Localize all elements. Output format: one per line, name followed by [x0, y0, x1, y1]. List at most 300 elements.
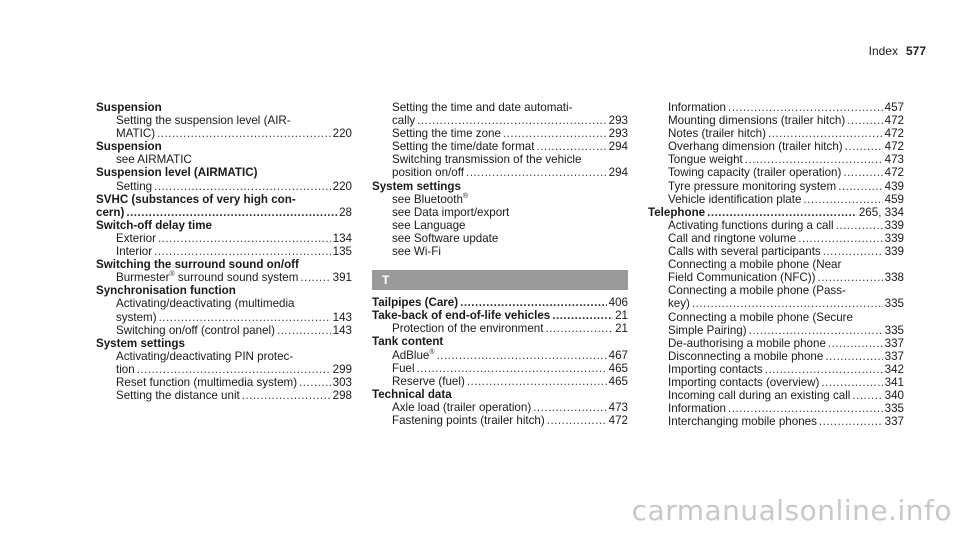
index-subentry — [372, 193, 628, 206]
page-ref[interactable]: 341 — [884, 375, 904, 389]
index-subentry — [372, 245, 628, 258]
entry-label: Importing contacts — [668, 362, 763, 376]
entry-label: Setting the distance unit — [116, 389, 240, 403]
entry-label: Setting the time/date format — [392, 140, 535, 154]
dot-leader — [547, 414, 607, 427]
dot-leader — [749, 324, 883, 337]
entry-text — [668, 140, 843, 153]
page-ref[interactable]: 135 — [332, 245, 352, 259]
index-subentry[interactable] — [648, 402, 904, 415]
index-label: Index — [868, 44, 898, 58]
entry-text — [372, 309, 550, 322]
entry-text — [116, 324, 275, 337]
dot-leader — [818, 271, 883, 284]
page-ref[interactable]: 21 — [615, 322, 628, 336]
entry-text — [116, 232, 156, 245]
entry-label: Setting the suspension level (AIR- — [116, 114, 291, 128]
entry-text — [392, 153, 581, 166]
index-subentry — [372, 153, 628, 166]
page-ref[interactable]: 406 — [608, 296, 628, 310]
page-ref[interactable]: 134 — [332, 231, 352, 245]
entry-text — [392, 127, 501, 140]
dot-leader — [692, 297, 883, 310]
index-subentry[interactable] — [648, 271, 904, 284]
entry-text — [392, 219, 466, 232]
entry-text — [668, 101, 726, 114]
index-subentry[interactable] — [96, 180, 352, 193]
dot-leader — [154, 245, 331, 258]
index-subentry — [96, 153, 352, 166]
index-subentry[interactable] — [648, 153, 904, 166]
entry-label: Telephone — [648, 205, 706, 219]
dot-leader — [728, 101, 883, 114]
entry-text — [668, 271, 816, 284]
page-ref[interactable]: 294 — [608, 140, 628, 154]
entry-label: Synchronisation function — [96, 284, 236, 298]
index-subentry[interactable] — [648, 193, 904, 206]
dot-leader — [503, 127, 607, 140]
index-column-3 — [648, 101, 904, 428]
dot-leader — [828, 337, 883, 350]
entry-label: Fastening points (trailer hitch) — [392, 413, 545, 427]
index-subentry[interactable] — [648, 114, 904, 127]
entry-text — [392, 245, 441, 258]
page-ref[interactable]: 465 — [608, 361, 628, 375]
dot-leader — [299, 376, 331, 389]
dot-leader — [467, 375, 607, 388]
entry-label: Simple Pairing) — [668, 323, 747, 337]
index-heading[interactable] — [96, 206, 352, 219]
entry-text — [668, 180, 836, 193]
entry-label: Information — [668, 402, 726, 416]
entry-label: tion — [116, 362, 135, 376]
page-ref[interactable]: 472 — [884, 114, 904, 128]
index-subentry[interactable] — [372, 166, 628, 179]
index-heading — [96, 284, 352, 297]
dot-leader — [466, 166, 607, 179]
dot-leader — [838, 180, 882, 193]
dot-leader — [768, 127, 883, 140]
page-ref[interactable]: 143 — [332, 310, 352, 324]
section-letter: T — [372, 270, 628, 290]
page-ref[interactable]: 293 — [608, 114, 628, 128]
entry-text — [668, 153, 743, 166]
entry-label: System settings — [96, 336, 185, 350]
index-heading — [372, 335, 628, 348]
page-ref[interactable]: 337 — [884, 415, 904, 429]
index-subentry[interactable] — [96, 363, 352, 376]
index-subentry[interactable] — [372, 322, 628, 335]
index-subentry — [96, 114, 352, 127]
index-subentry — [372, 219, 628, 232]
entry-label: see Wi-Fi — [392, 245, 441, 259]
entry-text — [116, 153, 192, 166]
index-subentry — [372, 232, 628, 245]
entry-text — [116, 114, 291, 127]
entry-label: System settings — [372, 179, 461, 193]
entry-label: Connecting a mobile phone (Near — [668, 258, 842, 272]
dot-leader — [843, 166, 882, 179]
entry-text — [392, 101, 572, 114]
index-heading — [372, 388, 628, 401]
page-ref[interactable]: 299 — [332, 362, 352, 376]
entry-text — [668, 297, 690, 310]
page-ref[interactable]: 472 — [884, 140, 904, 154]
index-subentry[interactable] — [372, 114, 628, 127]
entry-label: Protection of the environment — [392, 322, 544, 336]
entry-label: Switching transmission of the vehicle — [392, 153, 582, 167]
entry-label: Setting the time zone — [392, 127, 501, 141]
entry-label: AdBlue — [392, 348, 430, 362]
entry-text — [96, 206, 124, 219]
entry-text — [116, 311, 157, 324]
entry-text — [668, 337, 826, 350]
entry-text — [668, 193, 801, 206]
entry-text — [372, 296, 458, 309]
registered-mark: ® — [169, 271, 175, 279]
dot-leader — [300, 271, 330, 284]
index-subentry[interactable] — [648, 389, 904, 402]
page-ref[interactable]: 459 — [884, 192, 904, 206]
index-subentry — [96, 350, 352, 363]
page-ref[interactable]: 220 — [332, 179, 352, 193]
index-subentry[interactable] — [96, 376, 352, 389]
index-subentry[interactable] — [648, 127, 904, 140]
index-subentry[interactable] — [648, 337, 904, 350]
entry-label: Interchanging mobile phones — [668, 415, 817, 429]
index-subentry[interactable] — [372, 401, 628, 414]
index-heading — [96, 258, 352, 271]
entry-text — [668, 232, 796, 245]
page-ref[interactable]: 457 — [884, 101, 904, 114]
dot-leader — [137, 363, 331, 376]
dot-leader — [825, 350, 882, 363]
index-subentry[interactable] — [96, 245, 352, 258]
entry-text — [96, 101, 162, 114]
index-subentry[interactable] — [96, 389, 352, 402]
index-heading — [96, 193, 352, 206]
entry-label: see Data import/export — [392, 205, 510, 219]
entry-text — [668, 284, 846, 297]
entry-text — [668, 350, 823, 363]
page-ref[interactable]: 21 — [615, 309, 628, 323]
entry-label: Setting the time and date automati- — [392, 101, 573, 114]
page-ref[interactable]: 339 — [884, 218, 904, 232]
index-subentry[interactable] — [372, 140, 628, 153]
entry-label: Exterior — [116, 231, 156, 245]
entry-label: cern) — [96, 205, 125, 219]
entry-text — [116, 127, 155, 140]
dot-leader — [803, 193, 882, 206]
index-column-2 — [372, 101, 628, 427]
entry-text — [392, 362, 415, 375]
dot-leader — [552, 309, 613, 322]
entry-text — [372, 388, 452, 401]
registered-mark: ® — [429, 348, 435, 356]
dot-leader — [821, 376, 882, 389]
index-subentry[interactable] — [648, 166, 904, 179]
page-ref[interactable]: 337 — [884, 336, 904, 350]
entry-text — [372, 180, 461, 193]
page-ref[interactable]: 339 — [884, 245, 904, 259]
index-subentry[interactable] — [372, 362, 628, 375]
dot-leader — [277, 324, 331, 337]
dot-leader — [159, 311, 331, 324]
index-heading — [372, 180, 628, 193]
entry-text — [392, 114, 415, 127]
entry-text — [116, 389, 240, 402]
index-subentry — [372, 101, 628, 114]
entry-label: Activating functions during a call — [668, 218, 834, 232]
index-heading — [96, 140, 352, 153]
index-subentry[interactable] — [648, 101, 904, 114]
index-subentry[interactable] — [372, 375, 628, 388]
page-ref[interactable]: 265, 334 — [858, 205, 904, 219]
entry-label: Switch-off delay time — [96, 218, 212, 232]
page-header — [869, 44, 926, 58]
index-subentry[interactable] — [96, 271, 352, 284]
index-subentry[interactable] — [648, 219, 904, 232]
index-subentry[interactable] — [96, 232, 352, 245]
dot-leader — [845, 140, 883, 153]
index-heading — [96, 101, 352, 114]
page-ref[interactable]: 340 — [884, 389, 904, 403]
entry-label: Switching on/off (control panel) — [116, 323, 275, 337]
entry-text — [392, 206, 509, 219]
index-subentry — [648, 284, 904, 297]
entry-label: Activating/deactivating (multimedia — [116, 297, 295, 311]
entry-text — [668, 127, 766, 140]
page-ref[interactable]: 467 — [608, 348, 628, 362]
entry-label: Information — [668, 101, 726, 114]
entry-text — [96, 166, 257, 179]
entry-text — [392, 232, 498, 245]
dot-leader — [765, 363, 883, 376]
page-ref[interactable]: 439 — [884, 179, 904, 193]
entry-text — [668, 389, 850, 402]
entry-label: Interior — [116, 245, 153, 259]
entry-text — [96, 219, 212, 232]
page-ref[interactable]: 472 — [608, 413, 628, 427]
index-subentry[interactable] — [96, 324, 352, 337]
dot-leader — [798, 232, 882, 245]
entry-label: MATIC) — [116, 127, 156, 141]
entry-label: SVHC (substances of very high con- — [96, 192, 296, 206]
entry-label: cally — [392, 114, 416, 128]
entry-text — [648, 206, 705, 219]
index-subentry — [96, 297, 352, 310]
page-ref[interactable]: 293 — [608, 127, 628, 141]
page-ref[interactable]: 143 — [332, 323, 352, 337]
dot-leader — [745, 153, 883, 166]
entry-text — [96, 337, 185, 350]
dot-leader — [707, 206, 857, 219]
entry-label: De-authorising a mobile phone — [668, 336, 826, 350]
entry-text — [392, 414, 545, 427]
index-subentry[interactable] — [648, 363, 904, 376]
index-subentry[interactable] — [648, 140, 904, 153]
page-ref[interactable]: 472 — [884, 127, 904, 141]
page-ref[interactable]: 294 — [608, 166, 628, 180]
entry-label: position on/off — [392, 166, 464, 180]
entry-label: Connecting a mobile phone (Pass- — [668, 284, 846, 298]
dot-leader — [823, 245, 883, 258]
page-ref[interactable]: 473 — [884, 153, 904, 167]
entry-text — [116, 245, 152, 258]
entry-text — [668, 219, 834, 232]
entry-label: Fuel — [392, 361, 415, 375]
entry-text — [668, 166, 841, 179]
page-ref[interactable]: 473 — [608, 400, 628, 414]
page-ref[interactable]: 337 — [884, 349, 904, 363]
entry-label: Reserve (fuel) — [392, 374, 465, 388]
index-heading — [96, 219, 352, 232]
dot-leader — [417, 362, 607, 375]
dot-leader — [545, 322, 613, 335]
entry-text — [96, 140, 162, 153]
entry-label-cont: surround sound system — [174, 271, 299, 285]
dot-leader — [536, 140, 606, 153]
entry-text — [392, 349, 435, 362]
index-subentry[interactable] — [372, 349, 628, 362]
dot-leader — [852, 389, 882, 402]
entry-label: Tailpipes (Care) — [372, 296, 459, 310]
index-subentry[interactable] — [648, 232, 904, 245]
index-subentry[interactable] — [372, 127, 628, 140]
index-subentry[interactable] — [648, 415, 904, 428]
entry-label: Notes (trailer hitch) — [668, 127, 766, 141]
entry-label: Tongue weight — [668, 153, 743, 167]
entry-text — [372, 335, 443, 348]
page-ref[interactable]: 335 — [884, 323, 904, 337]
dot-leader — [126, 206, 337, 219]
entry-text — [116, 376, 297, 389]
entry-label: Suspension — [96, 140, 162, 154]
index-subentry[interactable] — [96, 127, 352, 140]
registered-mark: ® — [462, 192, 469, 200]
index-subentry[interactable] — [648, 350, 904, 363]
entry-text — [668, 376, 819, 389]
entry-label: see AIRMATIC — [116, 153, 192, 167]
index-subentry[interactable] — [648, 180, 904, 193]
entry-label: Burmester — [116, 271, 170, 285]
index-heading — [96, 337, 352, 350]
page-ref[interactable]: 465 — [608, 374, 628, 388]
entry-label: Field Communication (NFC)) — [668, 271, 816, 285]
entry-text — [392, 166, 464, 179]
page-ref[interactable]: 303 — [332, 375, 352, 389]
entry-text — [392, 140, 534, 153]
entry-label: Tank content — [372, 335, 444, 349]
index-subentry[interactable] — [372, 414, 628, 427]
index-subentry[interactable] — [648, 324, 904, 337]
index-subentry[interactable] — [648, 297, 904, 310]
entry-label: Mounting dimensions (trailer hitch) — [668, 114, 846, 128]
index-heading[interactable] — [372, 309, 628, 322]
entry-label: see Software update — [392, 231, 499, 245]
entry-text — [668, 324, 747, 337]
entry-text — [392, 193, 468, 206]
entry-text — [116, 350, 293, 363]
dot-leader — [437, 349, 607, 362]
page-ref[interactable]: 298 — [332, 389, 352, 403]
index-subentry[interactable] — [648, 376, 904, 389]
entry-label: Tyre pressure monitoring system — [668, 179, 837, 193]
entry-label: Take-back of end-of-life vehicles — [372, 309, 551, 323]
page-ref[interactable]: 338 — [884, 271, 904, 285]
entry-label: Importing contacts (overview) — [668, 375, 820, 389]
page-ref[interactable]: 335 — [884, 402, 904, 416]
entry-label: Overhang dimension (trailer hitch) — [668, 140, 843, 154]
dot-leader — [417, 114, 606, 127]
entry-text — [96, 284, 236, 297]
page-ref[interactable]: 472 — [884, 166, 904, 180]
entry-label: Towing capacity (trailer operation) — [668, 166, 842, 180]
dot-leader — [819, 415, 883, 428]
entry-text — [668, 258, 841, 271]
entry-label: Reset function (multimedia system) — [116, 375, 298, 389]
entry-label: Call and ringtone volume — [668, 231, 797, 245]
entry-label: Activating/deactivating PIN protec- — [116, 349, 294, 363]
index-column-1 — [96, 101, 352, 402]
entry-text — [392, 401, 531, 414]
page-ref[interactable]: 335 — [884, 297, 904, 311]
entry-label: see Language — [392, 218, 466, 232]
entry-text — [668, 363, 763, 376]
entry-label: Calls with several participants — [668, 245, 821, 259]
index-heading — [96, 166, 352, 179]
page-ref[interactable]: 391 — [332, 271, 352, 285]
index-subentry[interactable] — [648, 245, 904, 258]
entry-label: Axle load (trailer operation) — [392, 400, 532, 414]
entry-label: Connecting a mobile phone (Secure — [668, 310, 853, 324]
dot-leader — [533, 401, 606, 414]
index-heading[interactable] — [648, 206, 904, 219]
dot-leader — [242, 389, 331, 402]
index-subentry — [648, 258, 904, 271]
entry-text — [668, 402, 726, 415]
entry-text — [668, 415, 817, 428]
page-ref[interactable]: 220 — [332, 127, 352, 141]
page-ref[interactable]: 339 — [884, 231, 904, 245]
entry-text — [392, 375, 465, 388]
entry-text — [116, 180, 152, 193]
entry-label: Setting — [116, 179, 153, 193]
index-subentry[interactable] — [96, 311, 352, 324]
entry-text — [96, 258, 299, 271]
entry-text — [116, 363, 135, 376]
entry-label: Technical data — [372, 387, 452, 401]
entry-label: see Bluetooth — [392, 192, 463, 206]
dot-leader — [158, 232, 331, 245]
entry-label: system) — [116, 310, 157, 324]
entry-label: Switching the surround sound on/off — [96, 258, 299, 272]
dot-leader — [460, 296, 607, 309]
index-subentry — [372, 206, 628, 219]
index-heading[interactable] — [372, 296, 628, 309]
dot-leader — [154, 180, 331, 193]
page-ref[interactable]: 28 — [339, 205, 352, 219]
index-subentry — [648, 311, 904, 324]
dot-leader — [847, 114, 882, 127]
watermark: carmanualsonline.info — [631, 494, 952, 527]
entry-label: Disconnecting a mobile phone — [668, 349, 824, 363]
dot-leader — [157, 127, 331, 140]
entry-text — [668, 245, 821, 258]
entry-text — [116, 271, 298, 284]
dot-leader — [728, 402, 883, 415]
page-ref[interactable]: 342 — [884, 362, 904, 376]
